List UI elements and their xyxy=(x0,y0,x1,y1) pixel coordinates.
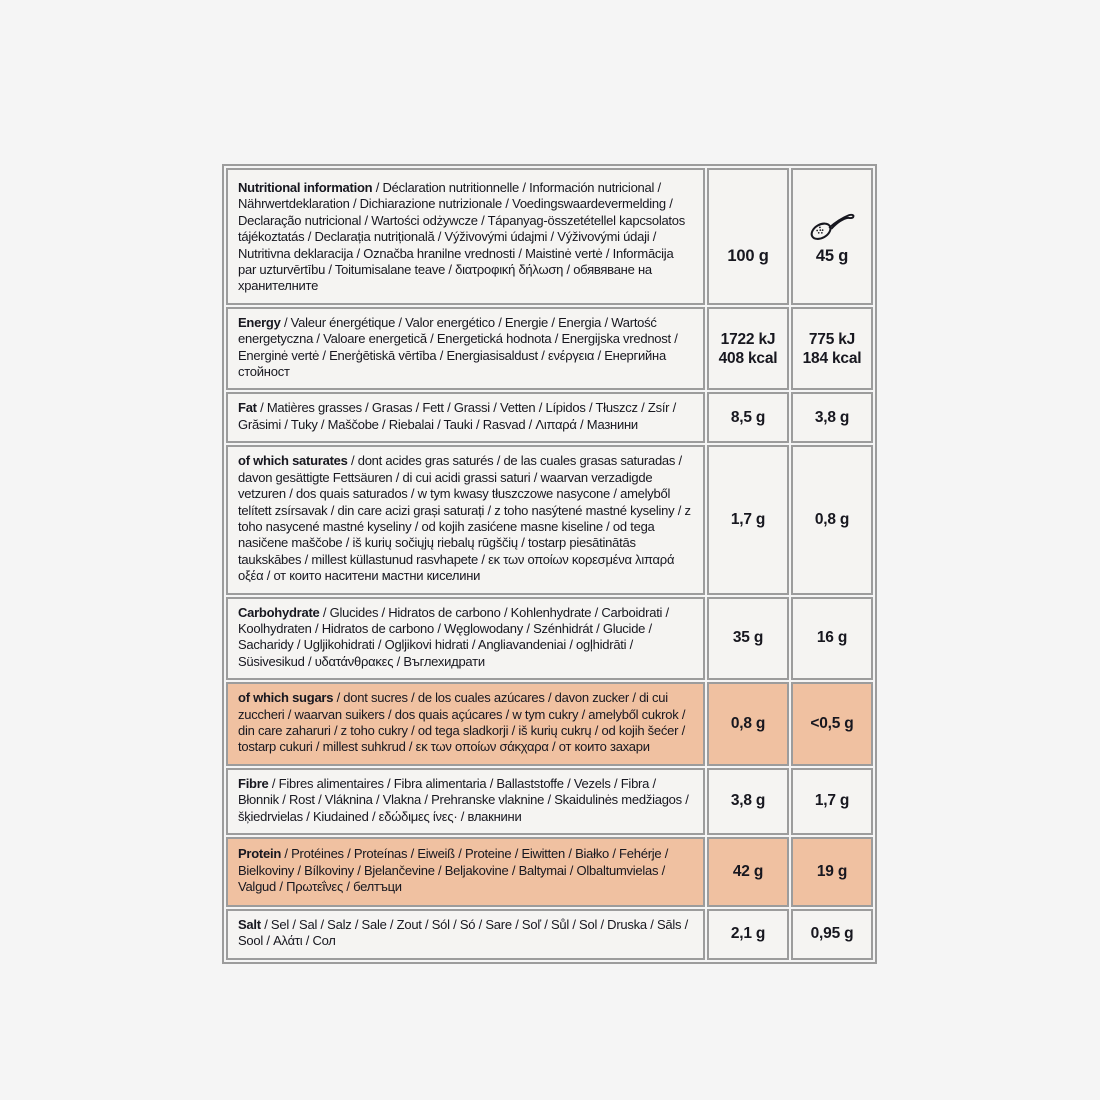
fibre-label: Fibre xyxy=(238,775,269,791)
energy-value-100g-kj: 1722 kJ xyxy=(720,330,776,348)
salt-value-100g: 2,1 g xyxy=(730,925,766,943)
fibre-description xyxy=(238,776,693,825)
table-row-fat xyxy=(226,392,873,443)
sugars-value-100g: 0,8 g xyxy=(730,714,766,732)
sugars-value-45g-cell xyxy=(791,682,873,766)
protein-value-100g-cell xyxy=(707,837,789,907)
header-title-bold: Nutritional information xyxy=(238,180,373,195)
sugars-label: of which sugars xyxy=(238,690,334,706)
fibre-value-100g-cell xyxy=(707,768,789,835)
salt-description-cell xyxy=(226,909,705,960)
carbohydrate-description xyxy=(238,605,693,671)
icon-spacer xyxy=(710,207,786,247)
column-header-100g-cell xyxy=(707,168,789,305)
salt-translations: / Sel / Sal / Salz / Sale / Zout / Sól / Só / Sare / Soľ / Sůl / Sol / Druska / Sāls / Sool / Αλάτι / Сол xyxy=(238,917,688,949)
fibre-value-100g: 3,8 g xyxy=(730,792,766,810)
salt-value-45g-cell xyxy=(791,909,873,960)
fibre-description-cell xyxy=(226,768,705,835)
spoon-icon xyxy=(807,207,857,243)
fat-description-cell xyxy=(226,392,705,443)
protein-translations: / Protéines / Proteínas / Eiweiß / Proteine / Eiwitten / Białko / Fehérje / Bielkoviny / Bílkoviny / Bjelančevine / Beljakovine / Baltymai / Olbaltumvielas / Valgud / Πρωτεΐνες / белтъци xyxy=(238,846,669,895)
saturates-description-cell xyxy=(226,445,705,594)
carbohydrate-label: Carbohydrate xyxy=(238,604,320,620)
salt-label: Salt xyxy=(238,917,261,932)
energy-value-45g-cell xyxy=(791,307,873,391)
fat-value-100g-cell xyxy=(707,392,789,443)
column-header-100g: 100 g xyxy=(727,246,769,265)
salt-value-100g-cell xyxy=(707,909,789,960)
energy-value-45g-kcal: 184 kcal xyxy=(802,349,862,367)
protein-description xyxy=(238,846,693,895)
sugars-value-100g-cell xyxy=(707,682,789,766)
column-header-45g-cell xyxy=(791,168,873,305)
carbohydrate-translations: / Glucides / Hidratos de carbono / Kohlenhydrate / Carboidrati / Koolhydraten / Hidratos de carbono / Węglowodany / Szénhidrát / Glucide / Sacharidy / Ugljikohidrati / Ogljikovi hidrati / Angliavandeniai / ogļhidrāti / Süsivesikud / υδατάνθρακες / Въглехидрати xyxy=(238,604,669,669)
sugars-description xyxy=(238,690,693,756)
fibre-value-45g: 1,7 g xyxy=(814,792,850,810)
carbohydrate-value-100g-cell xyxy=(707,597,789,681)
carbohydrate-value-100g: 35 g xyxy=(732,629,764,647)
protein-value-45g-cell xyxy=(791,837,873,907)
saturates-label: of which saturates xyxy=(238,453,348,469)
column-header-45g: 45 g xyxy=(815,246,849,265)
fat-value-100g: 8,5 g xyxy=(730,408,766,426)
protein-value-45g: 19 g xyxy=(816,863,848,880)
table-header-row xyxy=(226,168,873,305)
carbohydrate-description-cell xyxy=(226,597,705,681)
sugars-description-cell xyxy=(226,682,705,766)
sugars-translations: / dont sucres / de los cuales azúcares / davon zucker / di cui zuccheri / waarvan suikers / dos quais açúcares / w tym cukry / amelyből cukrok / din care zaharuri / z toho cukry / od tega sladkorji / iš kurių cukrų / od kojih šećer / tostarp cukuri / millest suhkrud / εκ των οποίων σάκχαρα / от които захари xyxy=(238,690,686,755)
header-title-translations: / Déclaration nutritionnelle / Información nutricional / Nährwertdeklaration / Dichiarazione nutrizionale / Voedingswaardevermelding / Declaração nutricional / Wartości odżywcze / Tápanyag-összetétellel kapcsolatos tájékoztatás / Declarația nutrițională / Výživovými údajmi / Výživovými údaji / Nutritivna deklaracija / Označba hranilne vrednosti / Maistinė vertė / Informācija par uzturvērtību / Toitumisalane teave / διατροφική δήλωση / обявяване на хранителните xyxy=(238,180,686,294)
table-row-salt xyxy=(226,909,873,960)
table-row-carbohydrate xyxy=(226,597,873,681)
nutrition-table xyxy=(222,164,877,964)
fat-value-45g-cell xyxy=(791,392,873,443)
header-title xyxy=(238,180,693,295)
protein-description-cell xyxy=(226,837,705,907)
saturates-translations: / dont acides gras saturés / de las cuales grasas saturadas / davon gesättigte Fettsäuren / di cui acidi grassi saturi / waarvan verzadigde vetzuren / dos quais saturados / w tym kwasy tłuszczowe nasycone / amelyből telített zsírsavak / din care acizi grași saturați / z toho nasýtené mastné kyseliny / z toho nasycené mastné kyseliny / od kojih zasićene masne kiseline / od tega nasičene maščobe / iš kurių sočiųjų riebalų rūgščių / tostarp piesātinātās taukskābes / millest küllastunud rasvhapete / εκ των οποίων κορεσμένα λιπαρά οξέα / от които наситени мастни киселини xyxy=(238,453,691,584)
energy-value-100g-kcal: 408 kcal xyxy=(718,349,778,367)
salt-value-45g: 0,95 g xyxy=(810,925,854,943)
energy-label: Energy xyxy=(238,314,281,330)
saturates-value-45g-cell xyxy=(791,445,873,594)
table-row-energy xyxy=(226,307,873,391)
fibre-value-45g-cell xyxy=(791,768,873,835)
fibre-translations: / Fibres alimentaires / Fibra alimentaria / Ballaststoffe / Vezels / Fibra / Błonnik / Rost / Vláknina / Vlakna / Prehranske vlaknine / Skaidulinės medžiagos / šķiedrvielas / Kiudained / εδώδιμες ίνες· / влакнини xyxy=(238,775,689,824)
saturates-value-100g-cell xyxy=(707,445,789,594)
fat-label: Fat xyxy=(238,400,257,416)
protein-value-100g: 42 g xyxy=(732,863,764,880)
header-title-cell xyxy=(226,168,705,305)
energy-value-45g-kj: 775 kJ xyxy=(808,330,856,348)
fat-translations: / Matières grasses / Grasas / Fett / Grassi / Vetten / Lípidos / Tłuszcz / Zsír / Grăsimi / Tuky / Maščobe / Riebalai / Tauki / Rasvad / Λιπαρά / Мазнини xyxy=(238,400,676,432)
fat-description xyxy=(238,400,693,433)
table-row-fibre xyxy=(226,768,873,835)
energy-description-cell xyxy=(226,307,705,391)
table-row-saturates xyxy=(226,445,873,594)
salt-description xyxy=(238,917,693,950)
table-row-sugars xyxy=(226,682,873,766)
saturates-description xyxy=(238,453,693,584)
fat-value-45g: 3,8 g xyxy=(814,408,850,426)
energy-translations: / Valeur énergétique / Valor energético / Energie / Energia / Wartość energetyczna / Valoare energetică / Energetická hodnota / Energijska vrednost / Energinė vertė / Enerģētiskā vērtība / Energiasisaldust / ενέργεια / Енергийна стойност xyxy=(238,314,678,380)
sugars-value-45g: <0,5 g xyxy=(810,714,854,732)
carbohydrate-value-45g: 16 g xyxy=(816,629,848,647)
energy-description xyxy=(238,315,693,381)
saturates-value-45g: 0,8 g xyxy=(814,510,850,528)
carbohydrate-value-45g-cell xyxy=(791,597,873,681)
table-row-protein xyxy=(226,837,873,907)
energy-value-100g-cell xyxy=(707,307,789,391)
saturates-value-100g: 1,7 g xyxy=(730,510,766,528)
protein-label: Protein xyxy=(238,846,282,862)
